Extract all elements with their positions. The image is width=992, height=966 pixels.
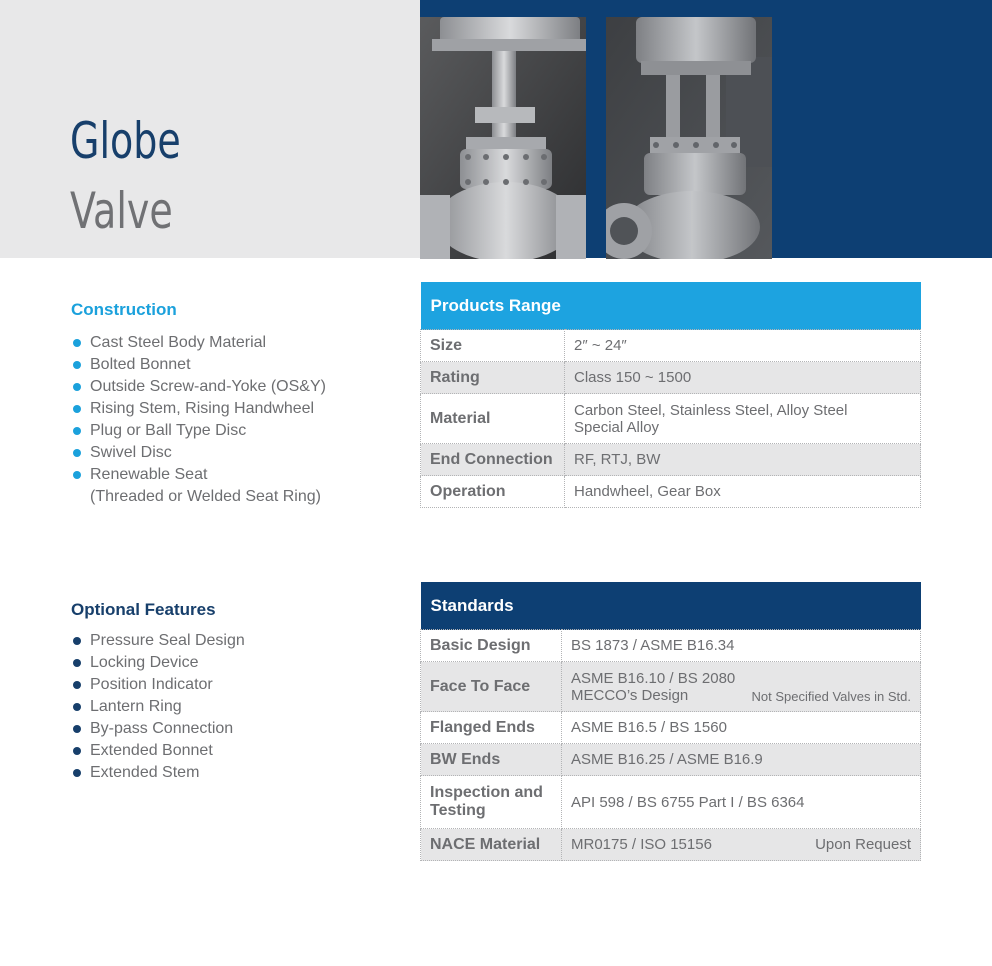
list-item-text: By-pass Connection xyxy=(90,720,234,737)
table-row xyxy=(421,476,921,508)
list-item-text: Outside Screw-and-Yoke (OS&Y) xyxy=(90,378,326,395)
bullet-icon xyxy=(73,383,81,391)
list-item xyxy=(71,674,401,696)
valve-photo-angled xyxy=(606,17,772,259)
bullet-icon xyxy=(73,471,81,479)
list-item-text: Bolted Bonnet xyxy=(90,356,191,373)
table-row xyxy=(421,630,921,662)
list-item-text: (Threaded or Welded Seat Ring) xyxy=(90,488,321,505)
list-item xyxy=(71,420,401,442)
list-item xyxy=(71,464,401,486)
table-row xyxy=(421,394,921,444)
list-item xyxy=(71,718,401,740)
footnote: Not Specified Valves in Std. xyxy=(751,688,911,704)
row-label: Material xyxy=(421,394,565,444)
row-value: ASME B16.25 / ASME B16.9 xyxy=(562,744,921,776)
table-row xyxy=(421,712,921,744)
label-line: Testing xyxy=(430,802,486,819)
list-item xyxy=(71,630,401,652)
products-range-table xyxy=(420,282,921,508)
list-item xyxy=(71,354,401,376)
bullet-icon xyxy=(73,747,81,755)
row-label: Rating xyxy=(421,362,565,394)
row-label: BW Ends xyxy=(421,744,562,776)
page-subtitle: Valve xyxy=(70,182,173,240)
bullet-icon xyxy=(73,405,81,413)
bullet-icon xyxy=(73,361,81,369)
construction-list xyxy=(71,332,401,508)
bullet-icon xyxy=(73,637,81,645)
list-item-text: Cast Steel Body Material xyxy=(90,334,267,351)
row-value xyxy=(562,829,921,861)
value-line: Special Alloy xyxy=(574,418,660,436)
table-row xyxy=(421,776,921,829)
list-item xyxy=(71,652,401,674)
row-label: Flanged Ends xyxy=(421,712,562,744)
list-item xyxy=(71,762,401,784)
row-value: ASME B16.5 / BS 1560 xyxy=(562,712,921,744)
value-line: ASME B16.10 / BS 2080 xyxy=(571,669,736,687)
list-item xyxy=(71,332,401,354)
label-line: Inspection and xyxy=(430,784,543,801)
standards-heading: Standards xyxy=(421,582,921,630)
list-item xyxy=(71,740,401,762)
row-value: RF, RTJ, BW xyxy=(565,444,921,476)
optional-features-list xyxy=(71,630,401,784)
list-item-text: Lantern Ring xyxy=(90,698,182,715)
value-line-with-note xyxy=(571,836,911,853)
row-value: BS 1873 / ASME B16.34 xyxy=(562,630,921,662)
footnote: Upon Request xyxy=(815,836,911,853)
bullet-icon xyxy=(73,681,81,689)
hero-background-grey xyxy=(0,0,420,258)
list-item-text: Pressure Seal Design xyxy=(90,632,245,649)
row-label: Size xyxy=(421,330,565,362)
standards-table xyxy=(420,582,921,861)
row-value: Class 150 ~ 1500 xyxy=(565,362,921,394)
row-label: End Connection xyxy=(421,444,565,476)
bullet-icon xyxy=(73,725,81,733)
bullet-icon xyxy=(73,769,81,777)
list-item xyxy=(71,442,401,464)
row-value: 2″ ~ 24″ xyxy=(565,330,921,362)
table-row xyxy=(421,362,921,394)
list-item xyxy=(71,696,401,718)
valve-photo-front xyxy=(420,17,586,259)
construction-heading: Construction xyxy=(71,300,177,319)
list-item-text: Swivel Disc xyxy=(90,444,172,461)
bullet-icon xyxy=(73,427,81,435)
list-item-text: Position Indicator xyxy=(90,676,213,693)
value-line-with-note xyxy=(571,687,911,704)
bullet-icon xyxy=(73,703,81,711)
row-value: Handwheel, Gear Box xyxy=(565,476,921,508)
list-item-text: Extended Stem xyxy=(90,764,200,781)
row-label: Operation xyxy=(421,476,565,508)
bullet-icon xyxy=(73,659,81,667)
table-row xyxy=(421,744,921,776)
table-row xyxy=(421,330,921,362)
page-title: Globe xyxy=(70,112,181,170)
value-line: MR0175 / ISO 15156 xyxy=(571,836,712,853)
row-label xyxy=(421,776,562,829)
list-item-text: Rising Stem, Rising Handwheel xyxy=(90,400,315,417)
table-row xyxy=(421,829,921,861)
list-item-text: Locking Device xyxy=(90,654,199,671)
row-value xyxy=(565,394,921,444)
row-value xyxy=(562,662,921,712)
value-line: MECCO’s Design xyxy=(571,686,689,704)
bullet-icon xyxy=(73,449,81,457)
row-label: Basic Design xyxy=(421,630,562,662)
products-range-heading: Products Range xyxy=(421,282,921,330)
bullet-icon xyxy=(73,339,81,347)
value-line: Carbon Steel, Stainless Steel, Alloy Steel xyxy=(574,401,848,419)
table-row xyxy=(421,444,921,476)
row-label: NACE Material xyxy=(421,829,562,861)
list-item xyxy=(71,376,401,398)
list-item-text: Plug or Ball Type Disc xyxy=(90,422,247,439)
row-value: API 598 / BS 6755 Part I / BS 6364 xyxy=(562,776,921,829)
list-item-text: Renewable Seat xyxy=(90,466,208,483)
row-label: Face To Face xyxy=(421,662,562,712)
list-item-continuation xyxy=(71,486,401,508)
list-item-text: Extended Bonnet xyxy=(90,742,213,759)
table-row xyxy=(421,662,921,712)
optional-features-heading: Optional Features xyxy=(71,600,216,619)
list-item xyxy=(71,398,401,420)
